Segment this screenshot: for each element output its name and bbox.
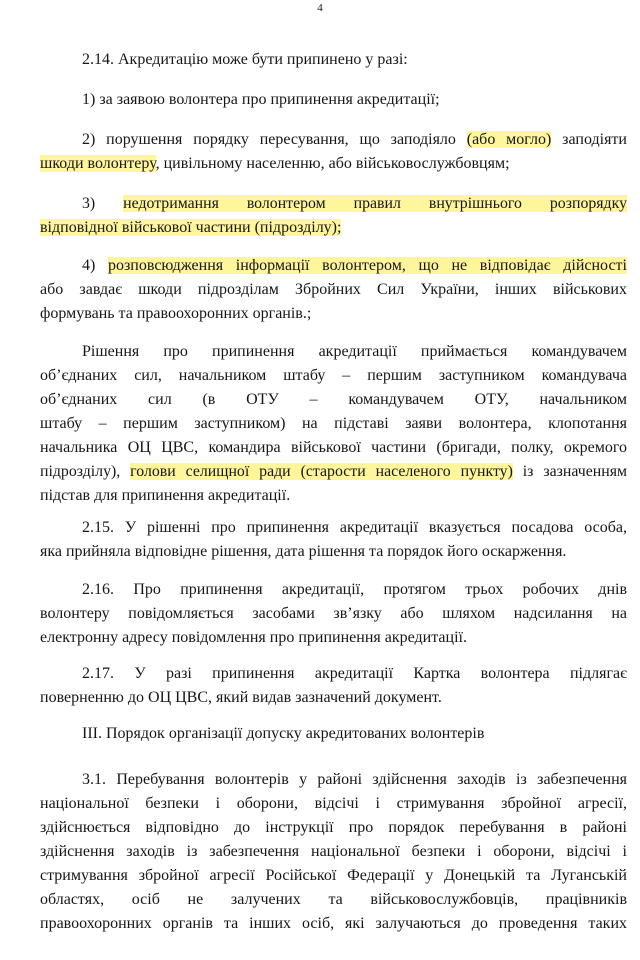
- text-line: 2.15. У рішенні про припинення акредитації вказується посадова особа,: [82, 519, 627, 536]
- clause-2-16: [40, 578, 627, 650]
- clause-2-17: [40, 662, 627, 710]
- highlighted-text: відповідної військової частини (підрозділу);: [40, 219, 342, 236]
- text-line: яка прийняла відповідне рішення, дата рішення та порядок його оскарження.: [40, 543, 567, 560]
- text-run: , цивільному населенню, або військовослужбовцям;: [155, 155, 510, 172]
- text-line: національної безпеки і оборони, відсічі і стримування збройної агресії,: [40, 795, 627, 812]
- clause-3-1: [40, 768, 627, 936]
- clause-2-15: [40, 516, 627, 564]
- text-line: поверненню до ОЦ ЦВС, який видав зазначений документ.: [40, 689, 442, 706]
- text-line: Рішення про припинення акредитації приймається командувачем: [82, 343, 627, 360]
- accreditation-decision-paragraph: [40, 340, 627, 508]
- highlighted-text: недотримання волонтером правил внутрішнього розпорядку: [123, 195, 627, 212]
- text-line: волонтеру повідомляється засобами зв’язку або шляхом надсилання на: [40, 605, 627, 622]
- text-line: штабу – першим заступником) на підставі заяви волонтера, клопотання: [40, 415, 627, 432]
- text-line: об’єднаних сил (в ОТУ – командувачем ОТУ, начальником: [40, 391, 627, 408]
- text-run: підрозділу),: [40, 463, 131, 480]
- text-line: ІІІ. Порядок організації допуску акредитованих волонтерів: [82, 725, 485, 742]
- text-line: електронну адресу повідомлення про припинення акредитації.: [40, 629, 467, 646]
- text-line: об’єднаних сил, начальником штабу – першим заступником командувача: [40, 367, 627, 384]
- clause-2-14-item-1: [40, 88, 627, 112]
- text-line: [40, 460, 627, 484]
- text-line: [40, 216, 627, 240]
- text-line: [40, 254, 627, 278]
- text-line: областях, осіб не залучених та військовослужбовців, працівників: [40, 891, 627, 908]
- text-line: стримування збройної агресії Російської Федерації у Донецькій та Луганській: [40, 867, 627, 884]
- text-line: 1) за заявою волонтера про припинення акредитації;: [82, 91, 440, 108]
- text-line: або завдає шкоди підрозділам Збройних Сил України, інших військових: [40, 281, 627, 298]
- text-run: заподіяти: [551, 131, 627, 148]
- text-line: формувань та правоохоронних органів.;: [40, 305, 312, 322]
- text-line: 2.14. Акредитацію може бути припинено у разі:: [82, 51, 408, 68]
- text-line: підстав для припинення акредитації.: [40, 487, 291, 504]
- highlighted-text: голови селищної ради (старости населеного пункту): [130, 463, 513, 480]
- text-line: начальника ОЦ ЦВС, командира військової частини (бригади, полку, окремого: [40, 439, 627, 456]
- text-line: правоохоронних органів та інших осіб, які залучаються до проведення таких: [40, 915, 627, 932]
- text-line: здійснюється відповідно до інструкції про порядок перебування в районі: [40, 819, 627, 836]
- clause-2-14-item-4: [40, 254, 627, 326]
- highlighted-text: розповсюдження інформації волонтером, що не відповідає дійсності: [107, 257, 627, 274]
- text-line: 2.16. Про припинення акредитації, протягом трьох робочих днів: [82, 581, 627, 598]
- highlighted-text: (або могло): [466, 131, 552, 148]
- text-line: [40, 192, 627, 216]
- text-line: [40, 128, 627, 152]
- text-line: 2.17. У разі припинення акредитації Картка волонтера підлягає: [82, 665, 627, 682]
- text-run: із зазначенням: [512, 463, 627, 480]
- item-number: 3): [82, 195, 124, 212]
- page-number: 4: [317, 2, 323, 14]
- text-line: здійснення заходів із забезпечення національної безпеки і оборони, відсічі і: [40, 843, 627, 860]
- highlighted-text: шкоди волонтеру: [40, 155, 156, 172]
- text-line: [40, 152, 627, 176]
- text-line: 3.1. Перебування волонтерів у районі здійснення заходів із забезпечення: [82, 771, 627, 788]
- clause-2-14-item-2: [40, 128, 627, 176]
- clause-2-14-heading: [40, 48, 627, 72]
- section-3-title: [40, 722, 627, 746]
- clause-2-14-item-3: [40, 192, 627, 240]
- item-number: 4): [82, 257, 108, 274]
- text-run: 2) порушення порядку пересування, що заподіяло: [82, 131, 467, 148]
